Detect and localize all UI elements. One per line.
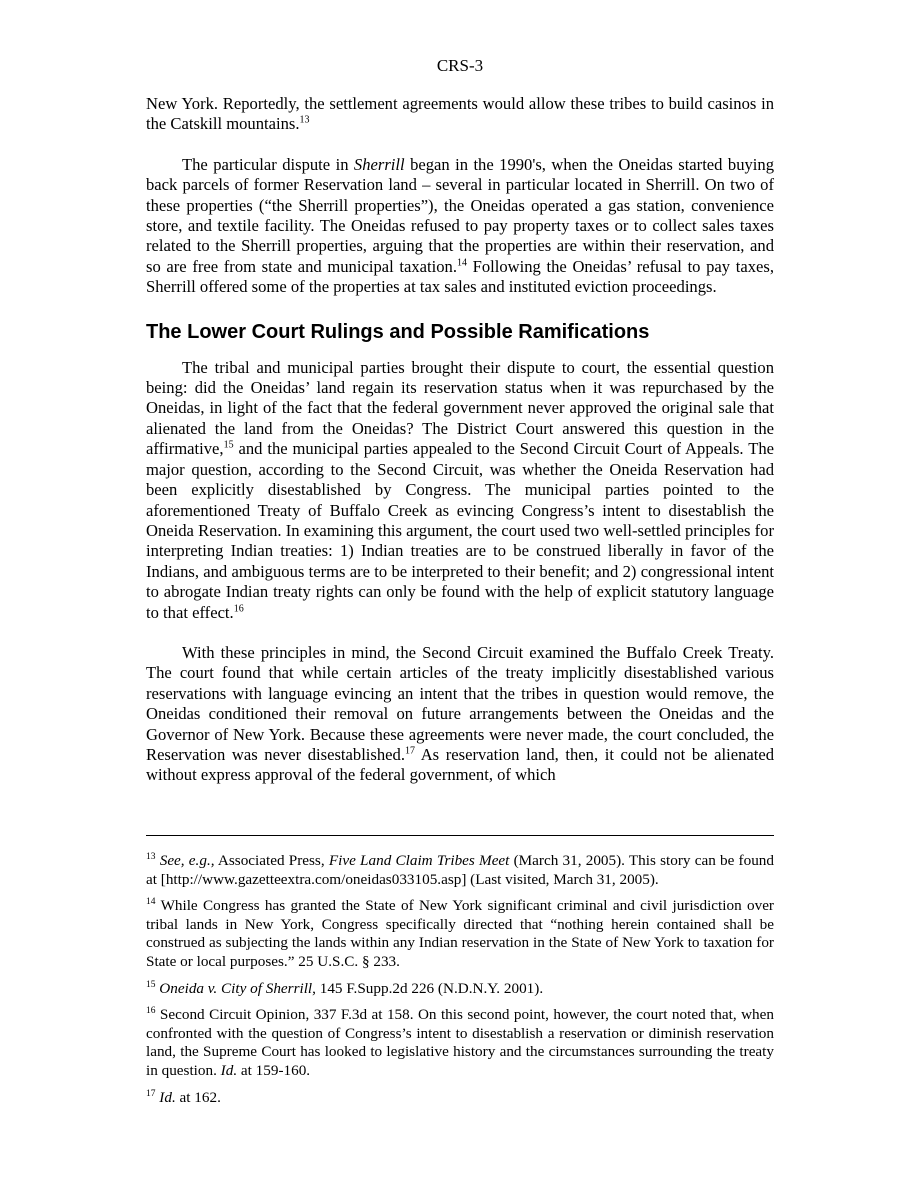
footnote-14 — [146, 897, 774, 971]
footnote-ref-16: 16 — [233, 603, 244, 614]
paragraph-2-text-c: Following the Oneidas’ refusal to pay taxes, Sherrill offered some of the properties at tax sales and instituted eviction proceedings. — [146, 256, 774, 297]
footnote-13 — [146, 852, 774, 889]
footnote-number: 17 — [146, 1088, 156, 1099]
case-name: Oneida v. City of Sherrill — [159, 979, 313, 997]
paragraph-2 — [146, 155, 774, 298]
paragraph-1-text: New York. Reportedly, the settlement agreements would allow these tribes to build casinos in the Catskill mountains. — [146, 94, 774, 134]
footnote-17 — [146, 1089, 774, 1108]
paragraph-3-text-a: The tribal and municipal parties brought their dispute to court, the essential question being: did the Oneidas’ land regain its reservation status when it was repurchased by the Oneidas, in light of the fact that the federal government never approved the original sale that alienated the land from the Oneidas? The District Court answered this question in the affirmative, — [146, 357, 774, 459]
footnote-text: While Congress has granted the State of New York significant criminal and civil jurisdiction over tribal lands in New York, Congress specifically directed that “nothing herein contained shall be construed as subjecting the lands within any Indian reservation in the State of New York to taxation for State or local purposes.” 25 U.S.C. § 233. — [146, 897, 774, 970]
footnote-text: Second Circuit Opinion, 337 F.3d at 158. On this second point, however, the court noted that, when confronted with the question of Congress’s intent to disestablish a reservation or diminish reservation land, the Supreme Court has looked to legislative history and the circumstances surrounding the treaty in question. — [146, 1006, 774, 1079]
paragraph-4 — [146, 643, 774, 786]
footnote-ref-14: 14 — [456, 257, 467, 269]
paragraph-3 — [146, 358, 774, 623]
paragraph-3-text-b: and the municipal parties appealed to the Second Circuit Court of Appeals. The major question, according to the Second Circuit, was whether the Oneida Reservation had been explicitly disestablished by Congress. The municipal parties pointed to the aforementioned Treaty of Buffalo Creek as evincing Congress’s intent to disestablish the Oneida Reservation. In examining this argument, the court used two well-settled principles for interpreting Indian treaties: 1) Indian treaties are to be construed liberally in favor of the Indians, and ambiguous terms are to be interpreted to their benefit; and 2) congressional intent to abrogate Indian treaty rights can only be found with the help of explicit statutory language to that effect. — [146, 439, 774, 622]
footnote-divider — [146, 835, 774, 836]
footnotes — [146, 852, 774, 1115]
footnote-number: 16 — [146, 1006, 156, 1017]
footnote-text: (March 31, 2005). This story can be found at [http://www.gazetteextra.com/oneidas033105.asp] (Last visited, March 31, 2005). — [146, 852, 774, 888]
footnote-italic: Id. — [220, 1061, 238, 1079]
case-name-sherrill: Sherrill — [353, 154, 405, 174]
page-number-header: CRS-3 — [436, 56, 484, 75]
section-heading: The Lower Court Rulings and Possible Ramifications — [146, 320, 650, 343]
article-title: Five Land Claim Tribes Meet — [328, 852, 510, 869]
paragraph-4-text-b: As reservation land, then, it could not be alienated without express approval of the federal government, of which — [146, 744, 774, 785]
footnote-number: 13 — [146, 851, 156, 862]
paragraph-1 — [146, 94, 774, 135]
footnote-text: Associated Press, — [214, 852, 329, 869]
footnote-italic: See, e.g., — [159, 852, 215, 869]
footnote-number: 14 — [146, 897, 156, 908]
footnote-16 — [146, 1006, 774, 1080]
footnote-ref-13: 13 — [299, 114, 310, 126]
body-text — [146, 94, 774, 786]
footnote-15 — [146, 980, 774, 999]
footnote-text: at 162. — [175, 1088, 221, 1106]
paragraph-2-text-b: began in the 1990's, when the Oneidas started buying back parcels of former Reservation land – several in particular located in Sherrill. On two of these properties (“the Sherrill properties”), the Oneidas operated a gas station, convenience store, and textile facility. The Oneidas refused to pay property taxes or to collect sales taxes related to the Sherrill properties, arguing that the properties are within their reservation, and so are free from state and municipal taxation. — [146, 154, 774, 276]
paragraph-2-text-a: The particular dispute in — [182, 154, 354, 174]
footnote-italic: Id. — [159, 1088, 176, 1106]
paragraph-4-text-a: With these principles in mind, the Second Circuit examined the Buffalo Creek Treaty. The court found that while certain articles of the treaty implicitly disestablished various reservations with language evincing an intent that the tribes in question would remove, the Oneidas conditioned their removal on future arrangements between the Oneidas and the Governor of New York. Because these agreements were never made, the court concluded, the Reservation was never disestablished. — [146, 642, 774, 764]
footnote-ref-17: 17 — [405, 745, 415, 757]
footnote-number: 15 — [146, 979, 156, 990]
footnote-ref-15: 15 — [223, 439, 234, 451]
footnote-text: at 159-160. — [237, 1061, 311, 1079]
footnote-text: , 145 F.Supp.2d 226 (N.D.N.Y. 2001). — [312, 979, 544, 997]
